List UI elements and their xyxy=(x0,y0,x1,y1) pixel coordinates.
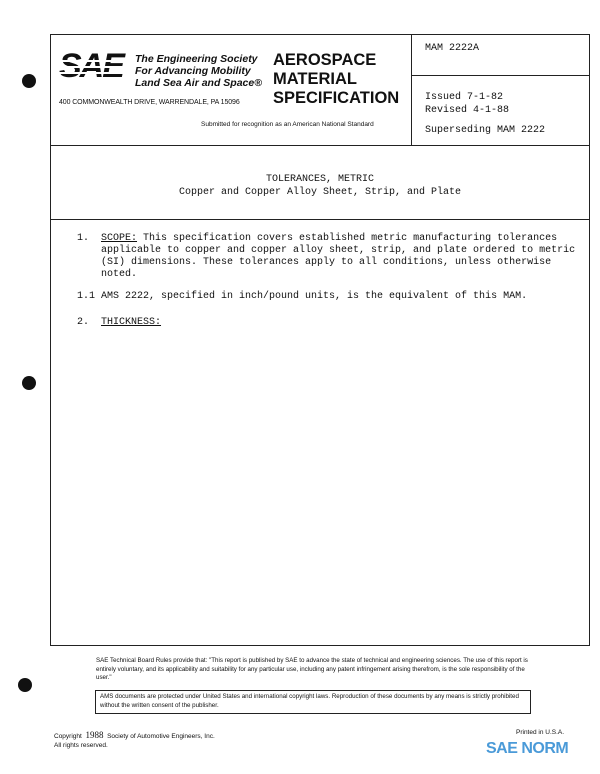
title-line-1: TOLERANCES, METRIC xyxy=(265,174,375,185)
section-2-thickness: 2. THICKNESS: xyxy=(77,317,162,328)
copyright-year: 1988 xyxy=(85,730,104,740)
society-address: 400 COMMONWEALTH DRIVE, WARRENDALE, PA 15096 xyxy=(59,99,240,106)
superseding-note: Superseding MAM 2222 xyxy=(425,125,546,136)
section-1-1-text: AMS 2222, specified in inch/pound units, is the equivalent of this MAM. xyxy=(101,291,528,302)
copyright-notice-box: AMS documents are protected under United States and international copyright laws. Reproduction of these documents by any means is strictly prohibited without the written consent of the publisher. xyxy=(95,690,531,714)
sae-logo xyxy=(59,49,123,83)
title-divider xyxy=(51,219,589,220)
title-line-2: Copper and Copper Alloy Sheet, Strip, and Plate xyxy=(178,187,462,198)
section-1-scope: 1. SCOPE: This specification covers established metric manufacturing tolerances applicable to copper and copper alloy sheet, strip, and plate ordered to metric (SI) dimensions. These tolerances apply to all conditions, unless otherwise noted. xyxy=(77,233,576,280)
punch-hole-bottom xyxy=(18,678,32,692)
printed-in: Printed in U.S.A. xyxy=(516,729,565,736)
section-1-1: 1.1 AMS 2222, specified in inch/pound units, is the equivalent of this MAM. xyxy=(77,291,577,303)
document-number: MAM 2222A xyxy=(425,43,480,54)
thickness-heading: THICKNESS: xyxy=(101,317,162,328)
header-vertical-divider xyxy=(411,35,412,145)
sae-norm-stamp: SAE NORM xyxy=(486,740,569,757)
revised-date: Revised 4-1-88 xyxy=(425,105,510,116)
specification-title xyxy=(51,173,589,199)
rights-reserved: All rights reserved. xyxy=(54,742,108,749)
society-name: The Engineering Society For Advancing Mobility Land Sea Air and Space® xyxy=(135,53,262,89)
copyright-line: Copyright 1988 Society of Automotive Engineers, Inc. All rights reserved. xyxy=(54,730,215,749)
technical-board-rules: SAE Technical Board Rules provide that: "This report is published by SAE to advance the state of technical and engineering sciences. The use of this report is entirely voluntary, and its applicability and suitability for any particular use, including any patent infringement arising therefrom, is the sole responsibility of the user." xyxy=(96,657,528,681)
issue-dates xyxy=(425,91,509,117)
scope-heading: SCOPE: xyxy=(101,233,138,244)
specification-body xyxy=(77,233,577,329)
issued-date: Issued 7-1-82 xyxy=(425,92,504,103)
recognition-note: Submitted for recognition as an American National Standard xyxy=(201,121,374,128)
scope-text: This specification covers established metric manufacturing tolerances applicable to copper and copper alloy sheet, strip, and plate ordered to metric (SI) dimensions. These tolerances apply to all conditions, unless otherwise noted. xyxy=(101,233,576,280)
specification-frame xyxy=(50,34,590,646)
header-divider xyxy=(51,145,589,146)
punch-hole-middle xyxy=(22,376,36,390)
doc-number-divider xyxy=(411,75,589,76)
punch-hole-top xyxy=(22,74,36,88)
document-type-title: AEROSPACE MATERIAL SPECIFICATION xyxy=(273,51,400,107)
